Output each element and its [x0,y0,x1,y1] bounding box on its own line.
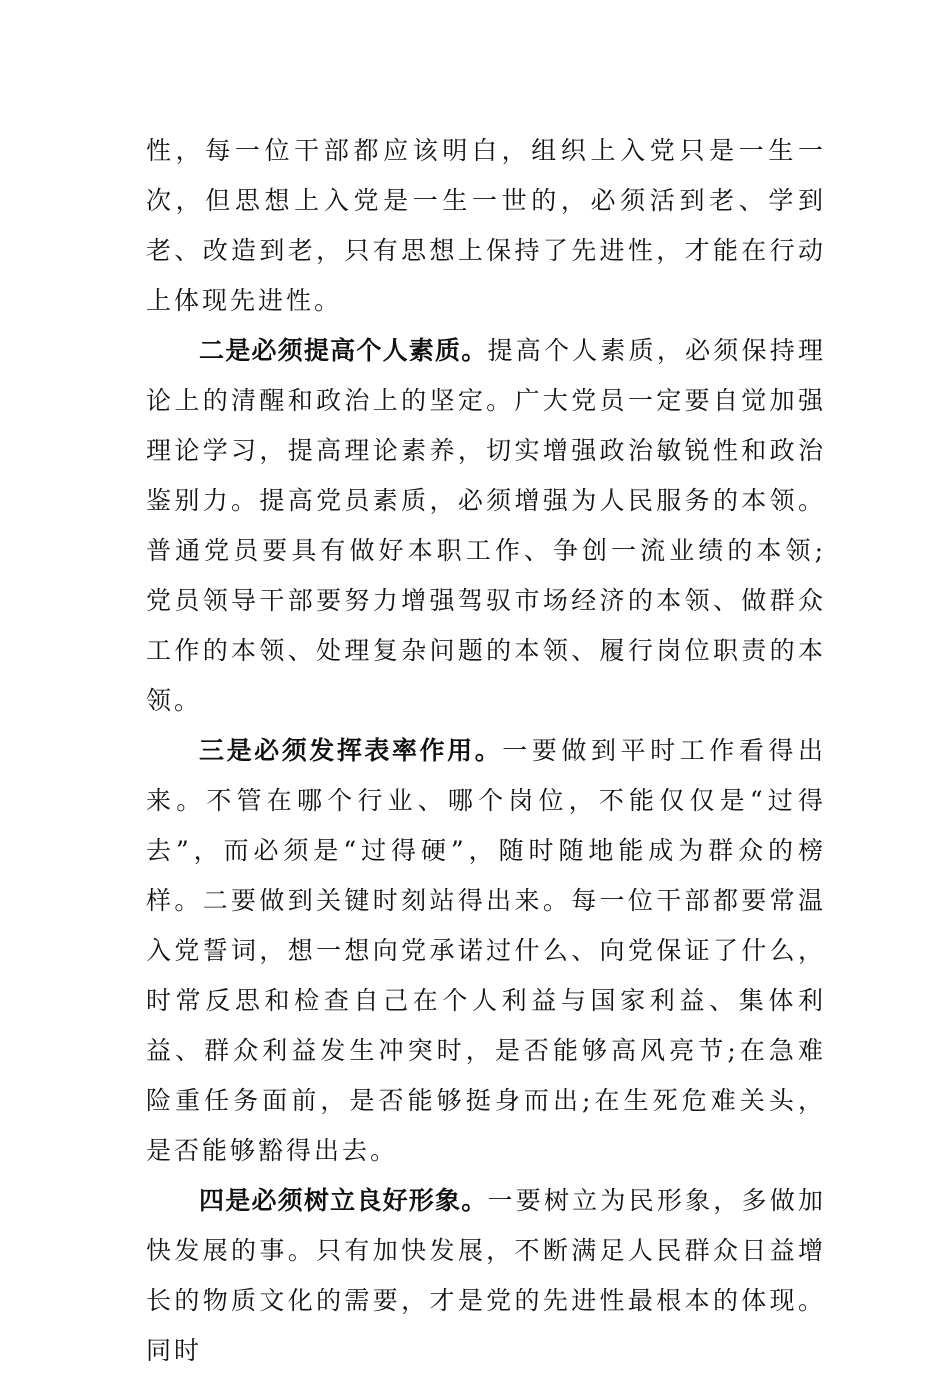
paragraph-improve-quality [146,326,826,726]
paragraph-text: 性，每一位干部都应该明白，组织上入党只是一生一次，但思想上入党是一生一世的，必须活到老、学到老、改造到老，只有思想上保持了先进性，才能在行动上体现先进性。 [146,136,826,315]
paragraph-text: 一要树立为民形象，多做加快发展的事。只有加快发展，不断满足人民群众日益增长的物质文化的需要，才是党的先进性最根本的体现。同时 [146,1186,826,1365]
paragraph-lead: 三是必须发挥表率作用。 [199,736,503,765]
document-body [146,126,826,1376]
paragraph-continuation [146,126,826,326]
paragraph-text: 提高个人素质，必须保持理论上的清醒和政治上的坚定。广大党员一定要自觉加强理论学习，提高理论素养，切实增强政治敏锐性和政治鉴别力。提高党员素质，必须增强为人民服务的本领。普通党员要具有做好本职工作、争创一流业绩的本领;党员领导干部要努力增强驾驭市场经济的本领、做群众工作的本领、处理复杂问题的本领、履行岗位职责的本领。 [146,336,826,715]
paragraph-lead: 二是必须提高个人素质。 [199,336,488,365]
paragraph-text: 一要做到平时工作看得出来。不管在哪个行业、哪个岗位，不能仅仅是“过得去”，而必须是“过得硬”，随时随地能成为群众的榜样。二要做到关键时刻站得出来。每一位干部都要常温入党誓词，想一想向党承诺过什么、向党保证了什么，时常反思和检查自己在个人利益与国家利益、集体利益、群众利益发生冲突时，是否能够高风亮节;在急难险重任务面前，是否能够挺身而出;在生死危难关头，是否能够豁得出去。 [146,736,826,1165]
paragraph-good-image [146,1176,826,1376]
paragraph-lead: 四是必须树立良好形象。 [199,1186,488,1215]
paragraph-exemplary-role [146,726,826,1176]
